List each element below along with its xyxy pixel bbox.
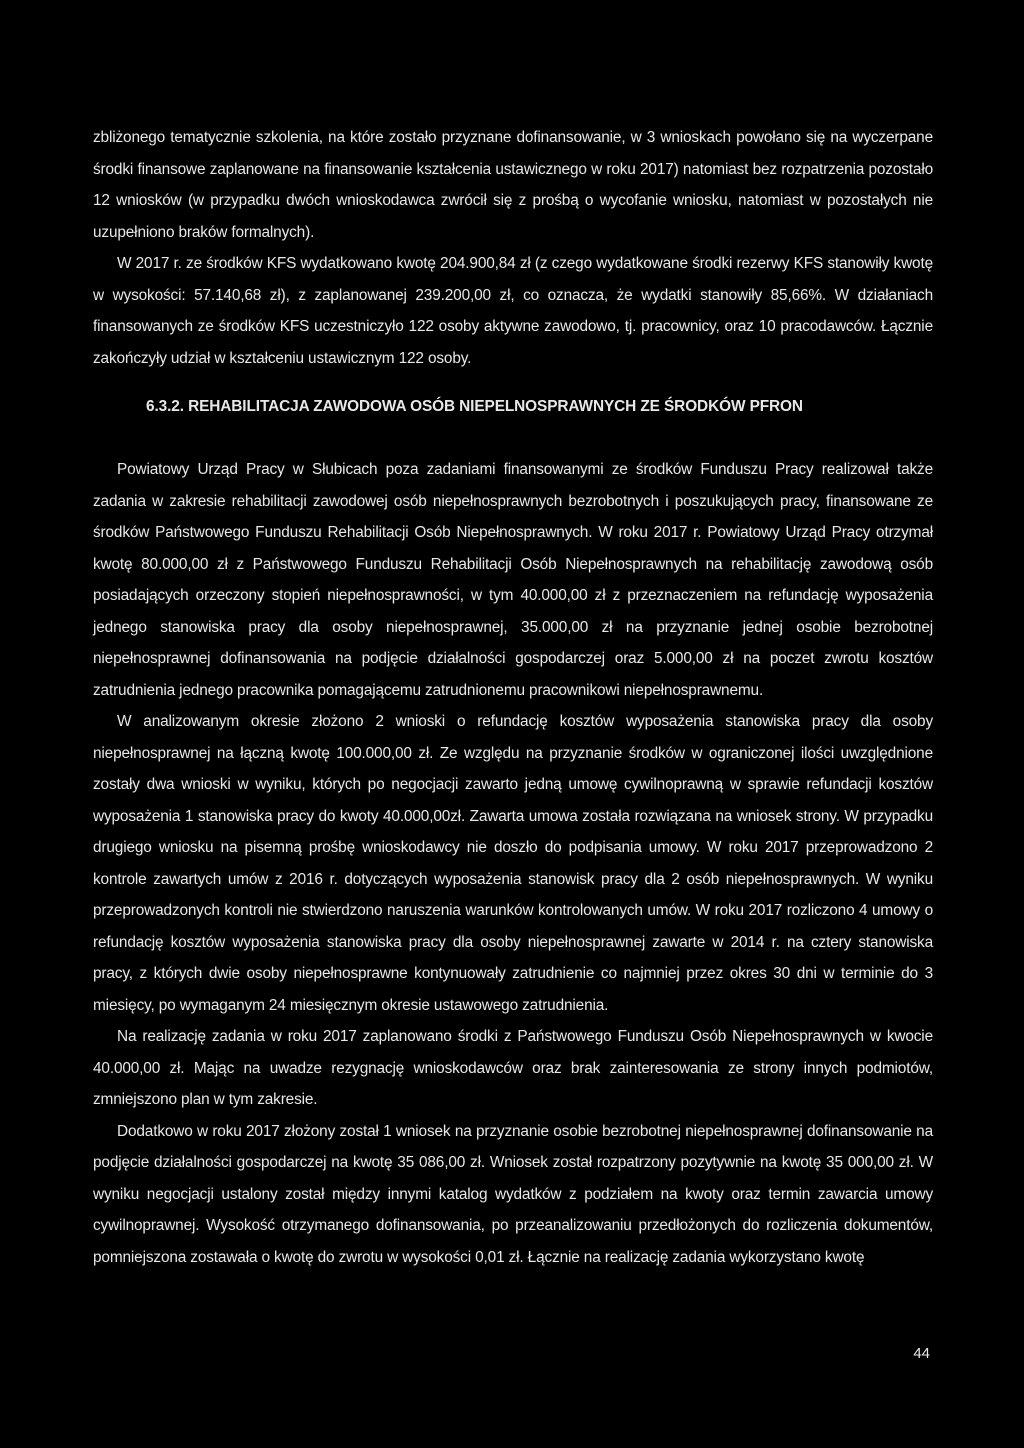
document-page: [93, 122, 933, 1273]
paragraph-kfs-spending: W 2017 r. ze środków KFS wydatkowano kwotę 204.900,84 zł (z czego wydatkowane środki rezerwy KFS stanowiły kwotę w wysokości: 57.140,68 zł), z zaplanowanej 239.200,00 zł, co oznacza, że wydatki stanowiły 85,66%. W działaniach finansowanych ze środków KFS uczestniczyło 122 osoby aktywne zawodowo, tj. pracownicy, oraz 10 pracodawców. Łącznie zakończyły udział w kształceniu ustawicznym 122 osoby.: [93, 255, 933, 367]
section-heading: 6.3.2. REHABILITACJA ZAWODOWA OSÓB NIEPELNOSPRAWNYCH ZE ŚRODKÓW PFRON: [146, 398, 803, 415]
page-number: 44: [913, 1345, 930, 1362]
paragraph-pfron-applications: W analizowanym okresie złożono 2 wnioski o refundację kosztów wyposażenia stanowiska pracy dla osoby niepełnosprawnej na łączną kwotę 100.000,00 zł. Ze względu na przyznanie środków w ograniczonej ilości uwzględnione zostały dwa wnioski w wyniku, których po negocjacji zawarto jedną umowę cywilnoprawną w sprawie refundacji kosztów wyposażenia 1 stanowiska pracy do kwoty 40.000,00zł. Zawarta umowa została rozwiązana na wniosek strony. W przypadku drugiego wniosku na pisemną prośbę wnioskodawcy nie doszło do podpisania umowy. W roku 2017 przeprowadzono 2 kontrole zawartych umów z 2016 r. dotyczących wyposażenia stanowisk pracy dla 2 osób niepełnosprawnych. W wyniku przeprowadzonych kontroli nie stwierdzono naruszenia warunków kontrolowanych umów. W roku 2017 rozliczono 4 umowy o refundację kosztów wyposażenia stanowiska pracy dla osoby niepełnosprawnej zawarte w 2014 r. na cztery stanowiska pracy, z których dwie osoby niepełnosprawne kontynuowały zatrudnienie co najmniej przez okres 30 dni w terminie do 3 miesięcy, po wymaganym 24 miesięcznym okresie ustawowego zatrudnienia.: [93, 713, 933, 1014]
paragraph-pfron-business: Dodatkowo w roku 2017 złożony został 1 wniosek na przyznanie osobie bezrobotnej niepełnosprawnej dofinansowanie na podjęcie działalności gospodarczej na kwotę 35 086,00 zł. Wniosek został rozpatrzony pozytywnie na kwotę 35 000,00 zł. W wyniku negocjacji ustalony został między innymi katalog wydatków z podziałem na kwoty oraz termin zawarcia umowy cywilnoprawnej. Wysokość otrzymanego dofinansowania, po przeanalizowaniu przedłożonych do rozliczenia dokumentów, pomniejszona zostawała o kwotę do zwrotu w wysokości 0,01 zł. Łącznie na realizację zadania wykorzystano kwotę: [93, 1122, 933, 1266]
paragraph-pfron-plan: Na realizację zadania w roku 2017 zaplanowano środki z Państwowego Funduszu Osób Niepełnosprawnych w kwocie 40.000,00 zł. Mając na uwadze rezygnację wnioskodawców oraz brak zainteresowania ze strony innych podmiotów, zmniejszono plan w tym zakresie.: [93, 1028, 933, 1108]
paragraph-pfron-tasks: Powiatowy Urząd Pracy w Słubicach poza zadaniami finansowanymi ze środków Funduszu Pracy realizował także zadania w zakresie rehabilitacji zawodowej osób niepełnosprawnych bezrobotnych i poszukujących pracy, finansowane ze środków Państwowego Funduszu Rehabilitacji Osób Niepełnosprawnych. W roku 2017 r. Powiatowy Urząd Pracy otrzymał kwotę 80.000,00 zł z Państwowego Funduszu Rehabilitacji Osób Niepełnosprawnych na rehabilitację zawodową osób posiadających orzeczony stopień niepełnosprawności, w tym 40.000,00 zł z przeznaczeniem na refundację wyposażenia jednego stanowiska pracy dla osoby niepełnosprawnej, 35.000,00 zł na przyznanie jednej osobie bezrobotnej niepełnosprawnej dofinansowania na podjęcie działalności gospodarczej oraz 5.000,00 zł na poczet zwrotu kosztów zatrudnienia jednego pracownika pomagającemu zatrudnionemu pracownikowi niepełnosprawnemu.: [93, 461, 933, 699]
paragraph-kfs-applications: zbliżonego tematycznie szkolenia, na które zostało przyznane dofinansowanie, w 3 wnioskach powołano się na wyczerpane środki finansowe zaplanowane na finansowanie kształcenia ustawicznego w roku 2017) natomiast bez rozpatrzenia pozostało 12 wniosków (w przypadku dwóch wnioskodawca zwrócił się z prośbą o wycofanie wniosku, natomiast w pozostałych nie uzupełniono braków formalnych).: [93, 129, 933, 241]
